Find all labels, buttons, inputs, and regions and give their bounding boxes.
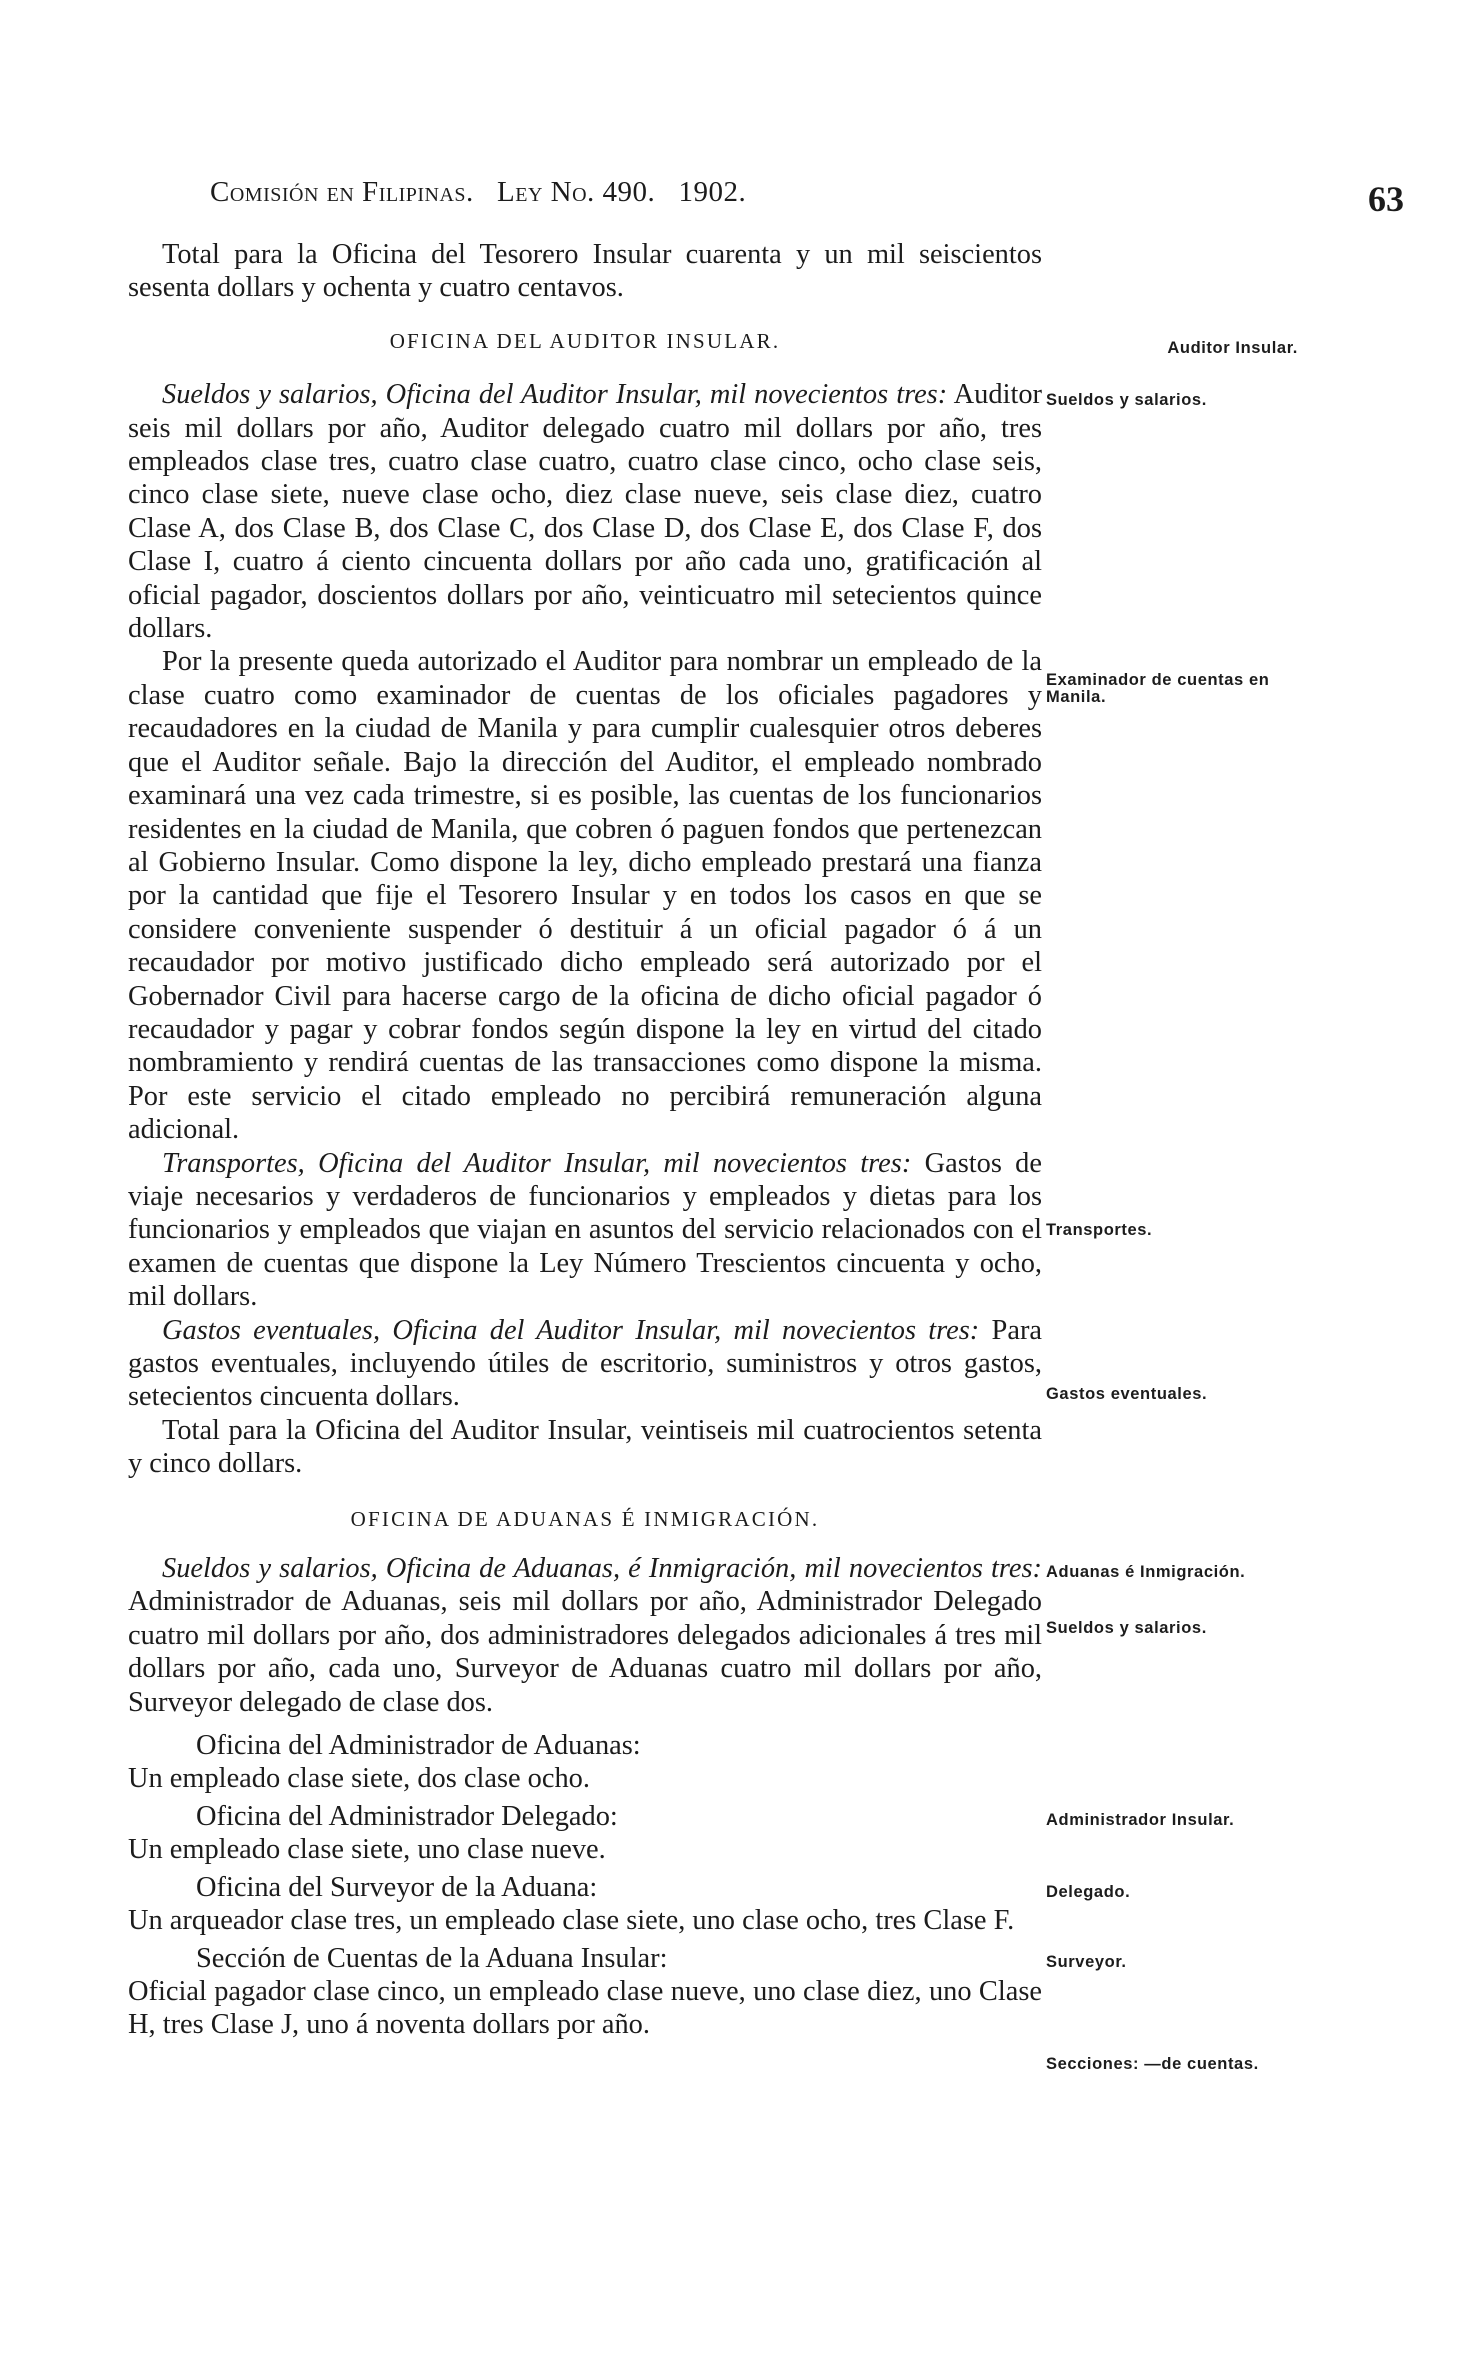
margin-note-auditor-insular: Auditor Insular. [1167, 339, 1298, 357]
auditor-sueldos-text: Auditor seis mil dollars por año, Auditor delegado cuatro mil dollars por año, tres empleados clase tres, cuatro clase cuatro, cuatro clase cinco, ocho clase seis, cinco clase siete, nueve clase ocho, diez clase nueve, seis clase diez, cuatro Clase A, dos Clase B, dos Clase C, dos Clase D, dos Clase E, dos Clase F, dos Clase I, cuatro á ciento cincuenta dollars por año cada uno, gratificación al oficial pagador, doscientos dollars por año, veinticuatro mil setecientos quince dollars. [128, 379, 1042, 645]
margin-note-examinador: Examinador de cuentas en Manila. [1046, 671, 1270, 706]
sub-heading-administrador: Oficina del Administrador de Aduanas: [196, 1730, 641, 1762]
aduanas-sueldos-text: Administrador de Aduanas, seis mil dollars por año, Administrador Delegado cuatro mil dollars por año, dos administradores delegados adicionales á tres mil dollars por año, cada uno, Surveyor de Aduanas cuatro mil dollars por año, Surveyor delegado de clase dos. [128, 1586, 1042, 1718]
running-head-law: Ley No. 490. [497, 176, 656, 208]
margin-note-transportes: Transportes. [1046, 1221, 1153, 1239]
section-heading-aduanas: OFICINA DE ADUANAS É INMIGRACIÓN. [350, 1506, 820, 1531]
body-text [128, 238, 1042, 2042]
margin-note-surveyor: Surveyor. [1046, 1953, 1127, 1971]
running-head [210, 176, 746, 209]
aduanas-sueldos-lead: Sueldos y salarios, Oficina de Aduanas, é Inmigración, mil novecientos tres: [162, 1553, 1042, 1585]
sub-heading-surveyor: Oficina del Surveyor de la Aduana: [196, 1871, 598, 1903]
gastos-text: Para gastos eventuales, incluyendo útiles de escritorio, suministros y otros gastos, setecientos cincuenta dollars. [128, 1314, 1042, 1413]
total-auditor-paragraph: Total para la Oficina del Auditor Insular, veintiseis mil cuatrocientos setenta y cinco dollars. [128, 1414, 1042, 1480]
margin-note-delegado: Delegado. [1046, 1883, 1131, 1901]
margin-note-aduanas: Aduanas é Inmigración. [1046, 1563, 1246, 1581]
administrador-staff: Un empleado clase siete, dos clase ocho. [128, 1763, 590, 1795]
cuentas-staff: Oficial pagador clase cinco, un empleado clase nueve, uno clase diez, uno Clase H, tres Clase J, uno á noventa dollars por año. [128, 1975, 1042, 2041]
surveyor-staff: Un arqueador clase tres, un empleado clase siete, uno clase ocho, tres Clase F. [128, 1905, 1015, 1937]
auditor-sueldos-lead: Sueldos y salarios, Oficina del Auditor Insular, mil novecientos tres: [162, 379, 948, 411]
sub-heading-cuentas: Sección de Cuentas de la Aduana Insular: [196, 1942, 668, 1974]
examinador-paragraph: Por la presente queda autorizado el Auditor para nombrar un empleado de la clase cuatro como examinador de cuentas de los oficiales pagadores y recaudadores en la ciudad de Manila y para cumplir cualesquier otros deberes que el Auditor señale. Bajo la dirección del Auditor, el empleado nombrado examinará una vez cada trimestre, si es posible, las cuentas de los funcionarios residentes en la ciudad de Manila, que cobren ó paguen fondos que pertenezcan al Gobierno Insular. Como dispone la ley, dicho empleado prestará una fianza por la cantidad que fije el Tesorero Insular y en todos los casos en que se considere conveniente suspender ó destituir á un oficial pagador ó á un recaudador por motivo justificado dicho empleado será autorizado por el Gobernador Civil para hacerse cargo de la oficina de dicho oficial pagador ó recaudador y pagar y cobrar fondos según dispone la ley en virtud del citado nombramiento y rendirá cuentas de las transacciones como dispone la misma. Por este servicio el citado empleado no percibirá remuneración alguna adicional. [128, 646, 1042, 1146]
section-heading-auditor: OFICINA DEL AUDITOR INSULAR. [389, 328, 781, 353]
margin-note-secciones: Secciones: —de cuentas. [1046, 2055, 1259, 2073]
running-head-year: 1902. [678, 176, 747, 208]
gastos-lead: Gastos eventuales, Oficina del Auditor Insular, mil novecientos tres: [162, 1314, 980, 1346]
margin-note-administrador: Administrador Insular. [1046, 1811, 1235, 1829]
sub-heading-delegado: Oficina del Administrador Delegado: [196, 1800, 618, 1832]
gastos-paragraph [128, 1314, 1042, 1414]
transportes-lead: Transportes, Oficina del Auditor Insular, mil novecientos tres: [162, 1147, 912, 1179]
page-number: 63 [1368, 179, 1404, 219]
margin-note-sueldos-auditor: Sueldos y salarios. [1046, 391, 1207, 409]
total-tesorero-paragraph: Total para la Oficina del Tesorero Insular cuarenta y un mil seiscientos sesenta dollars y ochenta y cuatro centavos. [128, 239, 1042, 304]
running-head-title: Comisión en Filipinas. [210, 176, 474, 208]
auditor-sueldos-paragraph [128, 378, 1042, 645]
margin-note-sueldos-aduanas: Sueldos y salarios. [1046, 1619, 1207, 1637]
transportes-paragraph [128, 1147, 1042, 1314]
delegado-staff: Un empleado clase siete, uno clase nueve. [128, 1834, 606, 1866]
transportes-text: Gastos de viaje necesarios y verdaderos de funcionarios y empleados y dietas para los funcionarios y empleados que viajan en asuntos del servicio relacionados con el examen de cuentas que dispone la Ley Número Trescientos cincuenta y ocho, mil dollars. [128, 1147, 1042, 1313]
margin-note-gastos-eventuales: Gastos eventuales. [1046, 1385, 1208, 1403]
aduanas-sueldos-paragraph [128, 1552, 1042, 1719]
